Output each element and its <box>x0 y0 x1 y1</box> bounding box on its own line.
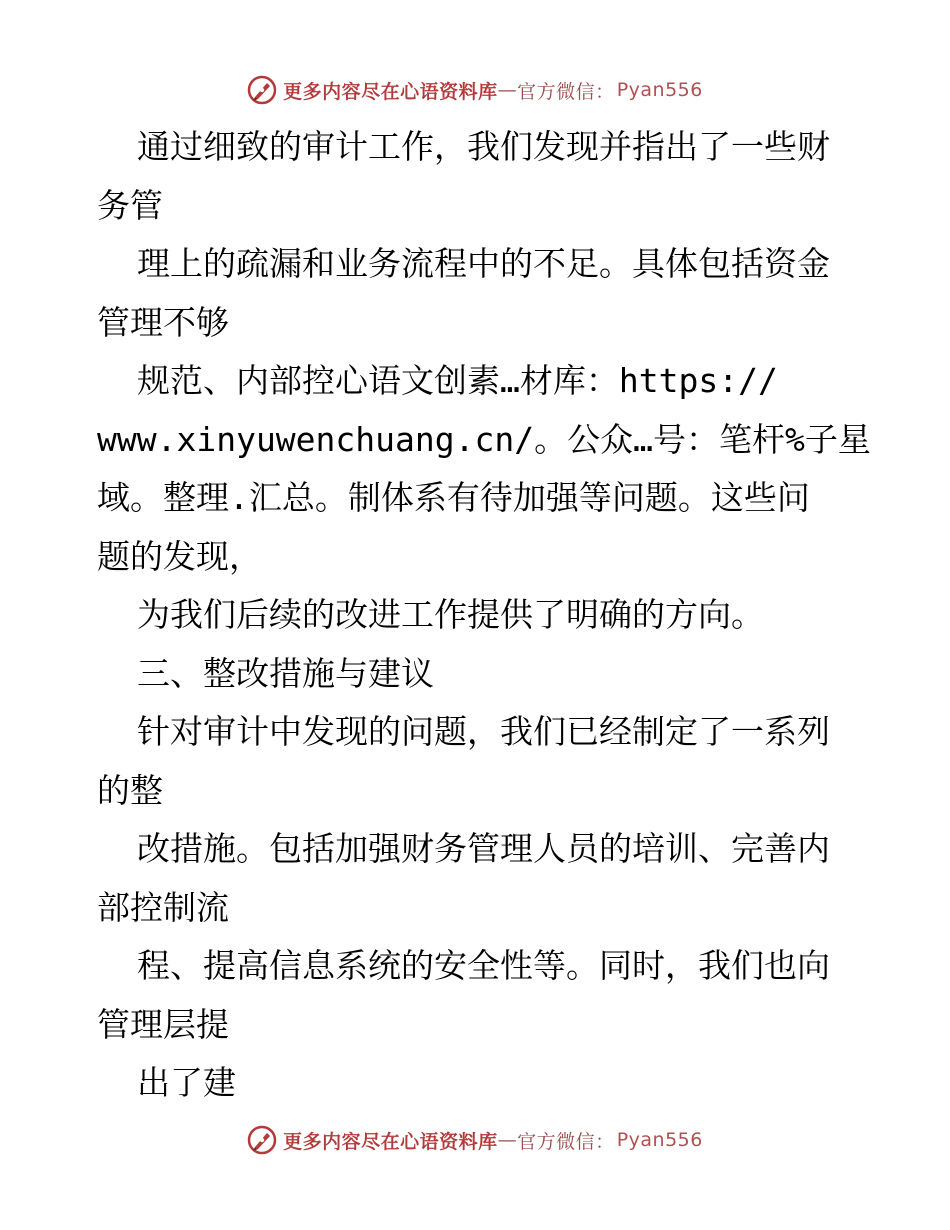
text-line: 为我们后续的改进工作提供了明确的方向。 <box>137 595 764 634</box>
footer-banner <box>0 1120 950 1160</box>
section-heading: 三、整改措施与建议 <box>137 653 434 693</box>
text-line: 程、提高信息系统的安全性等。同时，我们也向 <box>137 946 830 985</box>
brush-pen-logo-icon <box>247 1125 277 1155</box>
footer-wechat-label: 官方微信： <box>517 1130 615 1153</box>
header-wechat-label: 官方微信： <box>517 80 615 103</box>
text-line: www.xinyuwenchuang.cn/。公众…号：笔杆%子星 <box>97 419 871 459</box>
text-line: 域。整理.汇总。制体系有待加强等问题。这些问 <box>97 478 810 517</box>
brush-pen-logo-icon <box>247 75 277 105</box>
header-wechat-handle: Pyan556 <box>616 79 703 101</box>
header-brand-text: 更多内容尽在心语资料库 <box>283 80 498 103</box>
header-banner <box>0 70 950 110</box>
text-line: 通过细致的审计工作，我们发现并指出了一些财 <box>137 127 830 166</box>
text-line: 针对审计中发现的问题，我们已经制定了一系列 <box>137 712 830 751</box>
text-line: 的整 <box>97 770 163 810</box>
text-line: 改措施。包括加强财务管理人员的培训、完善内 <box>137 829 830 868</box>
text-line: 部控制流 <box>97 887 229 927</box>
header-dash: — <box>497 79 518 101</box>
footer-wechat-handle: Pyan556 <box>616 1129 703 1151</box>
text-line: 规范、内部控心语文创素…材库：https:// <box>137 361 778 400</box>
footer-dash: — <box>497 1129 518 1151</box>
text-line: 出了建 <box>137 1063 236 1102</box>
body-text <box>97 118 871 1113</box>
text-line: 理上的疏漏和业务流程中的不足。具体包括资金 <box>137 244 830 283</box>
text-line: 题的发现， <box>97 536 262 576</box>
text-line: 务管 <box>97 185 163 225</box>
text-line: 管理层提 <box>97 1004 229 1044</box>
text-line: 管理不够 <box>97 302 229 342</box>
footer-brand-text: 更多内容尽在心语资料库 <box>283 1130 498 1153</box>
